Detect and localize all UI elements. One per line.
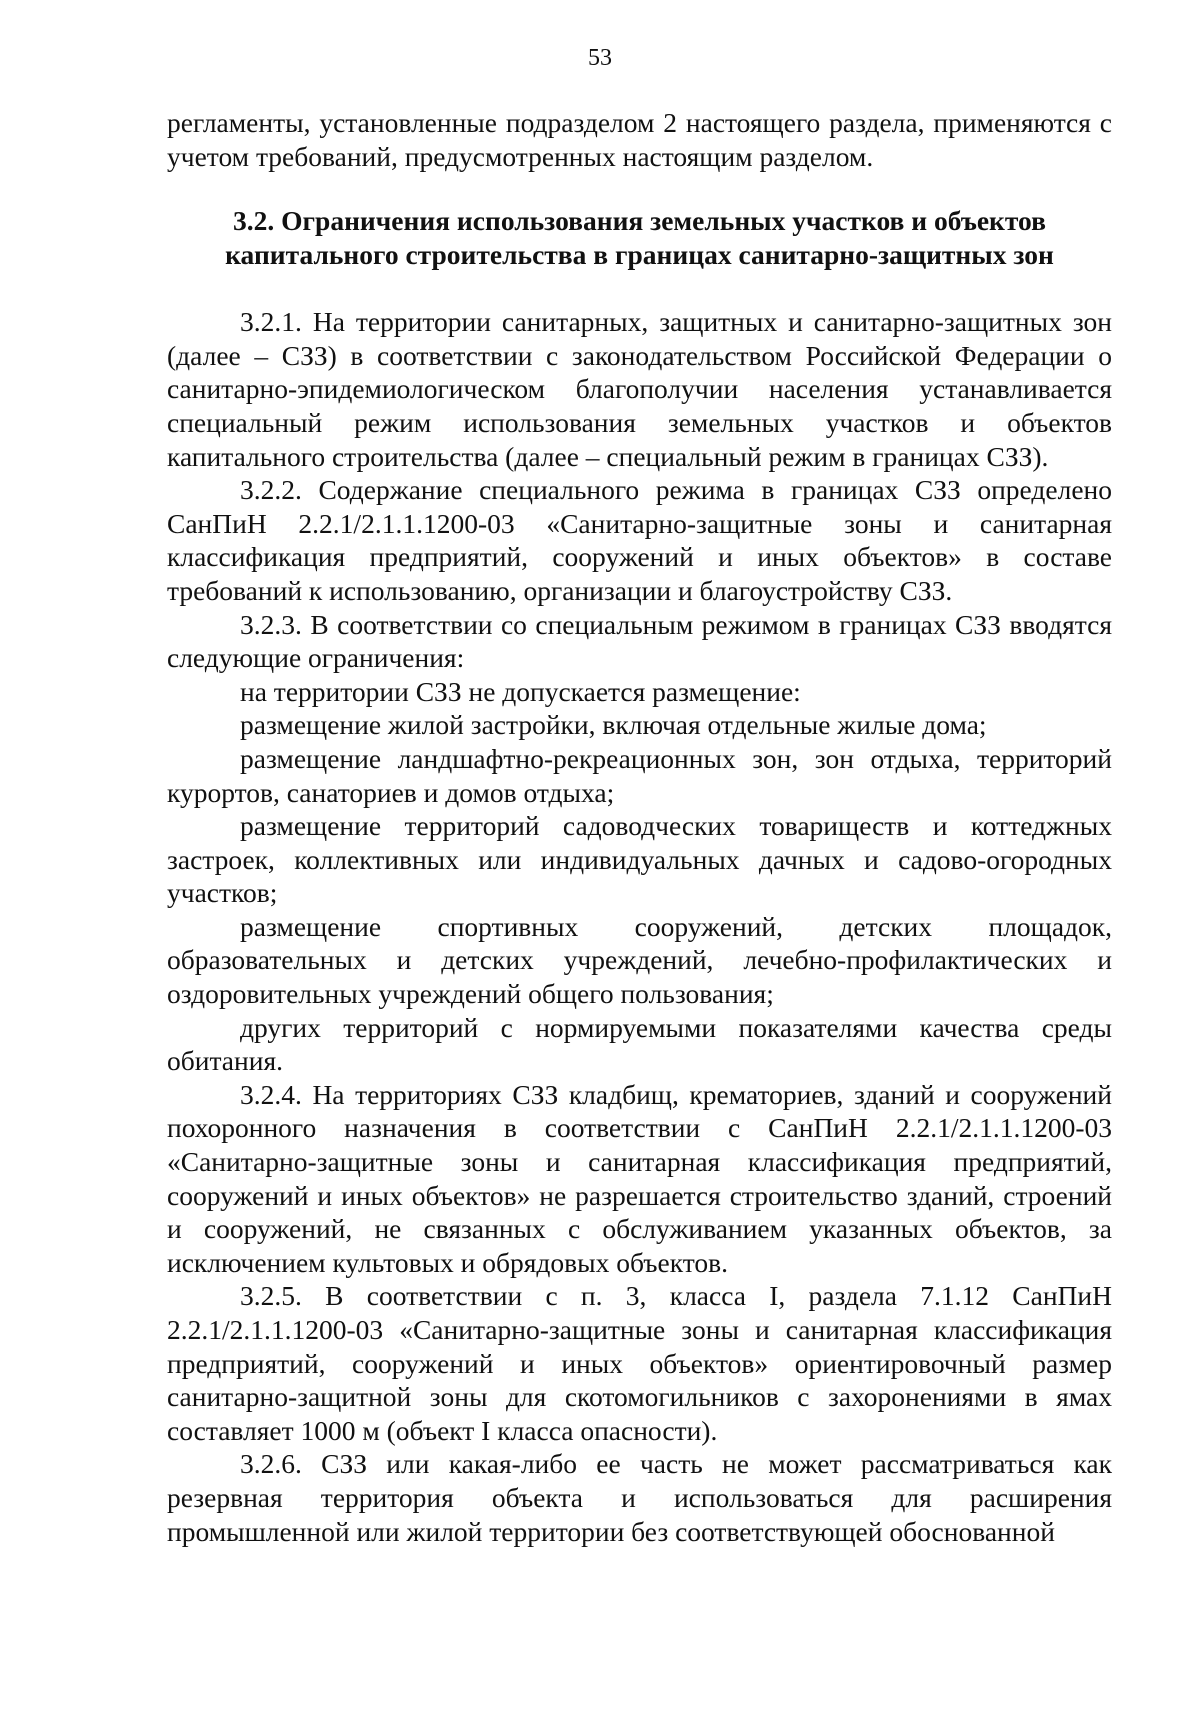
section-heading-line-2: капитального строительства в границах санитарно-защитных зон	[225, 239, 1054, 271]
section-heading-line-1: 3.2. Ограничения использования земельных участков и объектов	[233, 205, 1046, 237]
list-intro: на территории СЗЗ не допускается размещение:	[240, 675, 801, 707]
document-body	[167, 106, 1112, 1548]
paragraph-3-2-5: 3.2.5. В соответствии с п. 3, класса I, раздела 7.1.12 СанПиН 2.2.1/2.1.1.1200-03 «Санитарно-защитные зоны и санитарная классификация предприятий, сооружений и иных объектов» ориентировочный размер санитарно-защитной зоны для скотомогильников с захоронениями в ямах составляет 1000 м (объект I класса опасности).	[167, 1280, 1112, 1446]
list-item: размещение жилой застройки, включая отдельные жилые дома;	[240, 709, 987, 741]
paragraph-3-2-4: 3.2.4. На территориях СЗЗ кладбищ, крематориев, зданий и сооружений похоронного назначения в соответствии с СанПиН 2.2.1/2.1.1.1200-03 «Санитарно-защитные зоны и санитарная классификация предприятий, сооружений и иных объектов» не разрешается строительство зданий, строений и сооружений, не связанных с обслуживанием указанных объектов, за исключением культовых и обрядовых объектов.	[167, 1078, 1112, 1278]
paragraph-3-2-3: 3.2.3. В соответствии со специальным режимом в границах СЗЗ вводятся следующие ограничения:	[167, 608, 1112, 674]
paragraph-3-2-6: 3.2.6. СЗЗ или какая-либо ее часть не может рассматриваться как резервная территория объекта и использоваться для расширения промышленной или жилой территории без соответствующей обоснованной	[167, 1448, 1112, 1547]
paragraph-3-2-1: 3.2.1. На территории санитарных, защитных и санитарно-защитных зон (далее – СЗЗ) в соответствии с законодательством Российской Федерации о санитарно-эпидемиологическом благополучии населения устанавливается специальный режим использования земельных участков и объектов капитального строительства (далее – специальный режим в границах СЗЗ).	[167, 306, 1112, 472]
paragraph-3-2-2: 3.2.2. Содержание специального режима в границах СЗЗ определено СанПиН 2.2.1/2.1.1.1200-03 «Санитарно-защитные зоны и санитарная классификация предприятий, сооружений и иных объектов» в составе требований к использованию, организации и благоустройству СЗЗ.	[167, 474, 1112, 606]
list-item: других территорий с нормируемыми показателями качества среды обитания.	[167, 1011, 1112, 1077]
list-item: размещение ландшафтно-рекреационных зон, зон отдыха, территорий курортов, санаториев и домов отдыха;	[167, 742, 1112, 808]
page-number: 53	[588, 45, 612, 71]
lead-paragraph: регламенты, установленные подразделом 2 настоящего раздела, применяются с учетом требований, предусмотренных настоящим разделом.	[167, 107, 1112, 172]
list-item: размещение территорий садоводческих товариществ и коттеджных застроек, коллективных или индивидуальных дачных и садово-огородных участков;	[167, 810, 1112, 909]
list-item: размещение спортивных сооружений, детских площадок, образовательных и детских учреждений, лечебно-профилактических и оздоровительных учреждений общего пользования;	[167, 910, 1112, 1010]
section-heading	[167, 204, 1112, 272]
